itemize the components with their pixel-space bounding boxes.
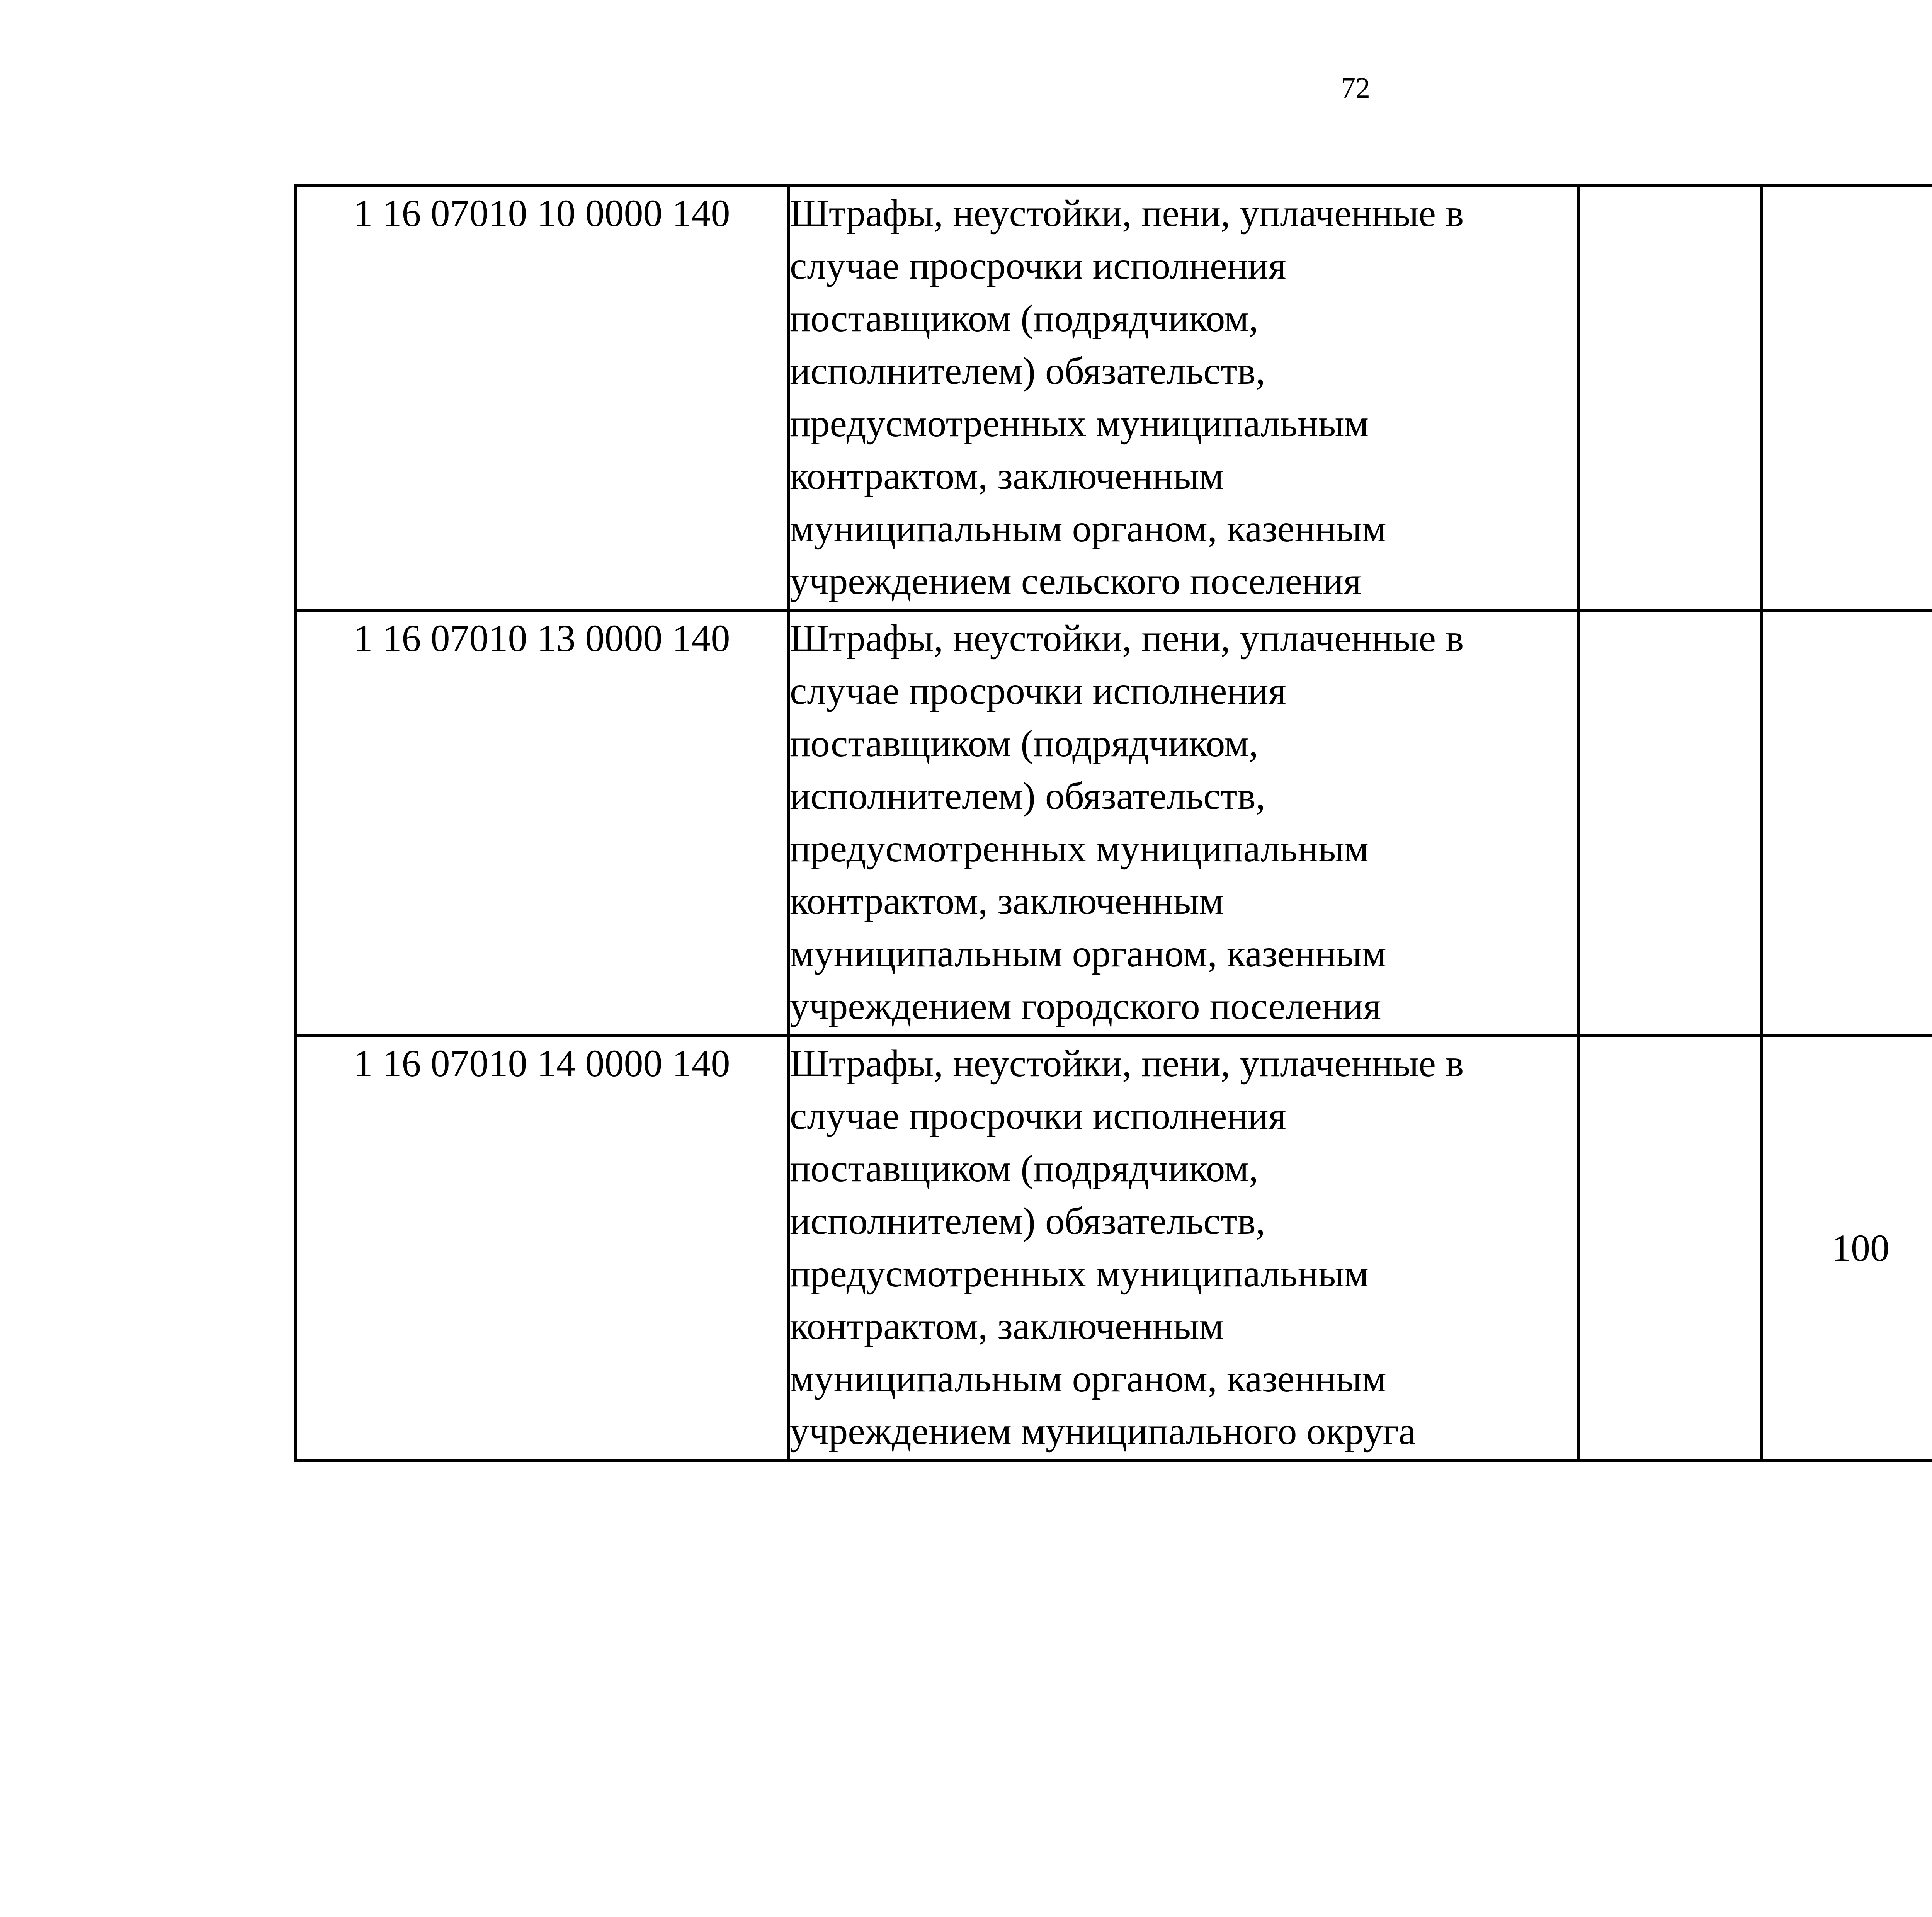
- value-cell-2: 100: [1761, 1036, 1932, 1461]
- description-line: муниципальным органом, казенным: [790, 507, 1386, 550]
- description-line: Штрафы, неустойки, пени, уплаченные в: [790, 617, 1464, 660]
- description-line: муниципальным органом, казенным: [790, 932, 1386, 975]
- description-line: Штрафы, неустойки, пени, уплаченные в: [790, 1042, 1464, 1085]
- description-line: учреждением городского поселения: [790, 985, 1381, 1027]
- description-line: поставщиком (подрядчиком,: [790, 297, 1259, 340]
- description-line: случае просрочки исполнения: [790, 244, 1286, 287]
- revenue-code-cell: 1 16 07010 10 0000 140: [295, 185, 788, 611]
- description-line: поставщиком (подрядчиком,: [790, 1147, 1259, 1190]
- revenue-code-cell: 1 16 07010 13 0000 140: [295, 611, 788, 1036]
- table-row: [295, 1036, 1932, 1461]
- description-line: контрактом, заключенным: [790, 1305, 1224, 1347]
- description-line: случае просрочки исполнения: [790, 1094, 1286, 1137]
- value-cell-2: [1761, 611, 1932, 1036]
- description-line: муниципальным органом, казенным: [790, 1357, 1386, 1400]
- value-cell-2: [1761, 185, 1932, 611]
- description-line: случае просрочки исполнения: [790, 669, 1286, 712]
- description-line: предусмотренных муниципальным: [790, 827, 1369, 870]
- value-cell-1: [1579, 185, 1761, 611]
- description-line: учреждением муниципального округа: [790, 1410, 1416, 1453]
- page-number: 72: [1341, 72, 1370, 104]
- description-line: контрактом, заключенным: [790, 454, 1224, 497]
- description-line: поставщиком (подрядчиком,: [790, 722, 1259, 765]
- description-line: исполнителем) обязательств,: [790, 349, 1265, 392]
- description-line: контрактом, заключенным: [790, 879, 1224, 922]
- table-row: [295, 185, 1932, 611]
- table-row: [295, 611, 1932, 1036]
- description-line: учреждением сельского поселения: [790, 560, 1361, 602]
- value-cell-1: [1579, 611, 1761, 1036]
- description-line: исполнителем) обязательств,: [790, 1199, 1265, 1242]
- description-line: исполнителем) обязательств,: [790, 774, 1265, 817]
- description-cell: [788, 1036, 1579, 1461]
- value-cell-1: [1579, 1036, 1761, 1461]
- revenue-code-cell: 1 16 07010 14 0000 140: [295, 1036, 788, 1461]
- revenue-code-table: [294, 184, 1932, 1462]
- description-line: предусмотренных муниципальным: [790, 402, 1369, 445]
- description-cell: [788, 611, 1579, 1036]
- description-cell: [788, 185, 1579, 611]
- description-line: Штрафы, неустойки, пени, уплаченные в: [790, 192, 1464, 235]
- description-line: предусмотренных муниципальным: [790, 1252, 1369, 1295]
